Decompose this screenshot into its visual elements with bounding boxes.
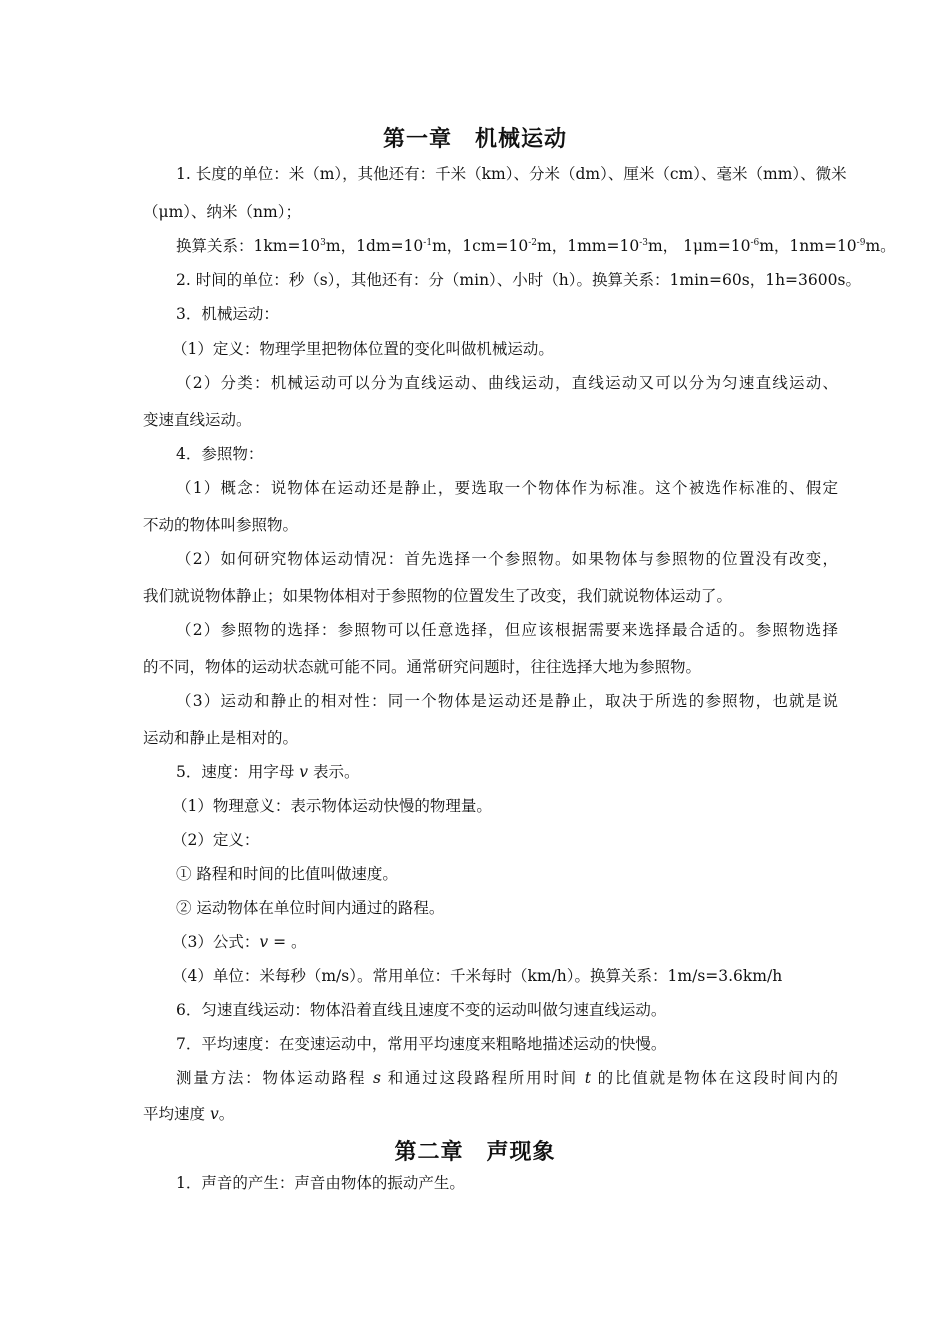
m2-v: v: [209, 1105, 219, 1123]
para-5-3: [172, 932, 306, 952]
exp-2: -1: [423, 237, 433, 248]
para-5-post: 表示。: [308, 763, 360, 781]
exp-1: 3: [320, 237, 326, 248]
formula-v: v: [259, 933, 269, 951]
conv-t5: m，1nm=10: [759, 237, 857, 255]
para-4-2-line-1: （2）如何研究物体运动情况：首先选择一个参照物。如果物体与参照物的位置没有改变，: [176, 550, 838, 568]
formula-pre: （3）公式：: [172, 933, 260, 951]
exp-4: -3: [639, 237, 648, 248]
m-pre: 测量方法：物体运动路程: [176, 1069, 373, 1087]
para-7: 7．平均速度：在变速运动中，常用平均速度来粗略地描述运动的快慢。: [176, 1035, 667, 1053]
exp-5: -6: [750, 237, 760, 248]
m-t: t: [584, 1069, 591, 1087]
para-5-1: （1）物理意义：表示物体运动快慢的物理量。: [172, 797, 492, 815]
para-1-line-2: （μm）、纳米（nm）；: [143, 203, 301, 221]
para-5-2-b: ② 运动物体在单位时间内通过的路程。: [176, 899, 445, 917]
measurement-line-2: [143, 1104, 234, 1124]
para-2: 2. 时间的单位：秒（s），其他还有：分（min）、小时（h）。换算关系：1min=60s，1h=3600s。: [176, 271, 861, 289]
para-3-2-line-1: （2）分类：机械运动可以分为直线运动、曲线运动，直线运动又可以分为匀速直线运动、: [176, 374, 838, 392]
para-3-2-line-2: 变速直线运动。: [143, 411, 252, 429]
m-mid: 和通过这段路程所用时间: [380, 1069, 585, 1087]
exp-3: -2: [528, 237, 538, 248]
para-5-heading: [176, 762, 360, 782]
chapter-1-title: 第一章 机械运动: [382, 127, 567, 152]
para-4-1-line-2: 不动的物体叫参照物。: [143, 516, 299, 534]
para-4-3-line-2: 的不同，物体的运动状态就可能不同。通常研究问题时，往往选择大地为参照物。: [143, 658, 702, 676]
para-5-pre: 5．速度：用字母: [176, 763, 300, 781]
m-s: s: [373, 1069, 381, 1087]
para-4-1-line-1: （1）概念：说物体在运动还是静止，要选取一个物体作为标准。这个被选作标准的、假定: [176, 479, 838, 497]
m2-post: 。: [218, 1105, 235, 1123]
conv-t4: m， 1μm=10: [647, 237, 751, 255]
para-6: 6．匀速直线运动：物体沿着直线且速度不变的运动叫做匀速直线运动。: [176, 1001, 667, 1019]
para-3-1: （1）定义：物理学里把物体位置的变化叫做机械运动。: [172, 340, 554, 358]
measurement-line-1: [176, 1068, 838, 1088]
para-1-line-1: 1. 长度的单位：米（m），其他还有：千米（km）、分米（dm）、厘米（cm）、毫米（mm）、微米: [176, 165, 847, 183]
conv-t6: m。: [865, 237, 896, 255]
exp-6: -9: [856, 237, 866, 248]
para-3-heading: 3．机械运动：: [176, 305, 279, 323]
conv-prefix: 换算关系：1km=10: [176, 237, 321, 255]
para-5-2-a: ① 路程和时间的比值叫做速度。: [176, 865, 398, 883]
conv-t1: m，1dm=10: [325, 237, 424, 255]
para-5-4: （4）单位：米每秒（m/s）。常用单位：千米每时（km/h）。换算关系：1m/s=3.6km/h: [172, 967, 783, 985]
chapter-2-para-1: 1．声音的产生：声音由物体的振动产生。: [176, 1174, 465, 1192]
para-4-2-line-2: 我们就说物体静止；如果物体相对于参照物的位置发生了改变，我们就说物体运动了。: [143, 587, 733, 605]
m-post: 的比值就是物体在这段时间内的: [590, 1069, 839, 1087]
para-4-4-line-1: （3）运动和静止的相对性：同一个物体是运动还是静止，取决于所选的参照物，也就是说: [176, 692, 838, 710]
conv-t2: m，1cm=10: [432, 237, 529, 255]
chapter-2-title: 第二章 声现象: [394, 1140, 556, 1165]
formula-post: = 。: [268, 933, 307, 951]
m2-pre: 平均速度: [143, 1105, 210, 1123]
para-4-3-line-1: （2）参照物的选择：参照物可以任意选择，但应该根据需要来选择最合适的。参照物选择: [176, 621, 838, 639]
velocity-symbol: v: [299, 763, 309, 781]
unit-conversion-line: [176, 236, 896, 256]
para-4-4-line-2: 运动和静止是相对的。: [143, 729, 299, 747]
para-5-2: （2）定义：: [172, 831, 260, 849]
conv-t3: m，1mm=10: [537, 237, 640, 255]
para-4-heading: 4．参照物：: [176, 445, 264, 463]
